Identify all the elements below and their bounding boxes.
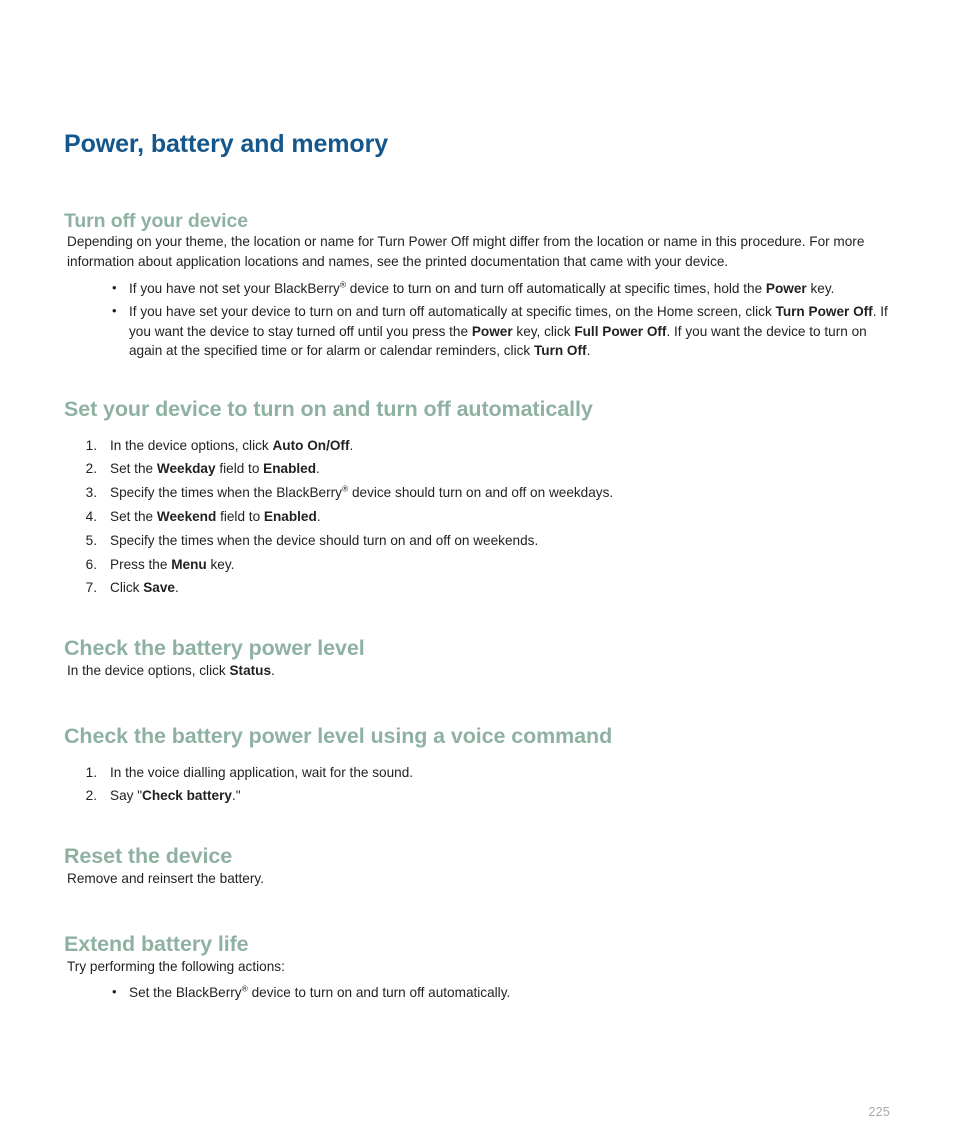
paragraph-extend-battery-life: Try performing the following actions: xyxy=(67,958,285,974)
section-heading-reset-the-device: Reset the device xyxy=(64,844,233,868)
page-number: 225 xyxy=(868,1105,890,1119)
list-item: • If you have set your device to turn on and turn off automatically at specific times, on the Home screen, click Turn Power Off. If you want the device to stay turned off until you press the Power key, click Full Power Off. If you want the device to turn on again at the specified time or for alarm or calendar reminders, click Turn Off. xyxy=(110,302,902,361)
step-list-set-device-auto xyxy=(64,436,902,598)
list-item: • Set the BlackBerry® device to turn on and turn off automatically. xyxy=(110,983,902,1003)
step-item: In the voice dialling application, wait for the sound. xyxy=(110,764,414,780)
step-item: Say "Check battery." xyxy=(110,788,241,804)
step-item: Press the Menu key. xyxy=(110,556,235,572)
section-heading-turn-off-your-device: Turn off your device xyxy=(64,209,248,232)
section-heading-extend-battery-life: Extend battery life xyxy=(64,932,249,957)
step-item: Click Save. xyxy=(110,580,179,596)
section-heading-check-battery-power-level: Check the battery power level xyxy=(64,635,365,660)
step-item: Set the Weekday field to Enabled. xyxy=(110,461,320,477)
section-heading-check-battery-voice-command: Check the battery power level using a voice command xyxy=(64,723,613,748)
paragraph-check-battery-power-level: In the device options, click Status. xyxy=(67,662,275,678)
step-item: Specify the times when the BlackBerry® device should turn on and off on weekdays. xyxy=(110,483,614,501)
step-list-voice-command xyxy=(64,763,902,806)
intro-paragraph: Depending on your theme, the location or name for Turn Power Off might differ from the location or name in this procedure. For more information about application locations and names, see the printed documentation that came with your device. xyxy=(67,233,865,270)
section-heading-set-device-auto: Set your device to turn on and turn off automatically xyxy=(64,396,593,421)
step-item: In the device options, click Auto On/Off. xyxy=(110,437,354,453)
bullet-list-extend-battery-life xyxy=(64,983,902,1003)
list-item: • If you have not set your BlackBerry® device to turn on and turn off automatically at specific times, hold the Power key. xyxy=(110,279,902,299)
page-content xyxy=(64,0,902,1003)
step-item: Specify the times when the device should turn on and off on weekends. xyxy=(110,532,539,548)
step-item: Set the Weekend field to Enabled. xyxy=(110,508,321,524)
bullet-list-turn-off xyxy=(64,279,902,361)
paragraph-reset-the-device: Remove and reinsert the battery. xyxy=(67,870,264,886)
page-title: Power, battery and memory xyxy=(64,130,389,158)
